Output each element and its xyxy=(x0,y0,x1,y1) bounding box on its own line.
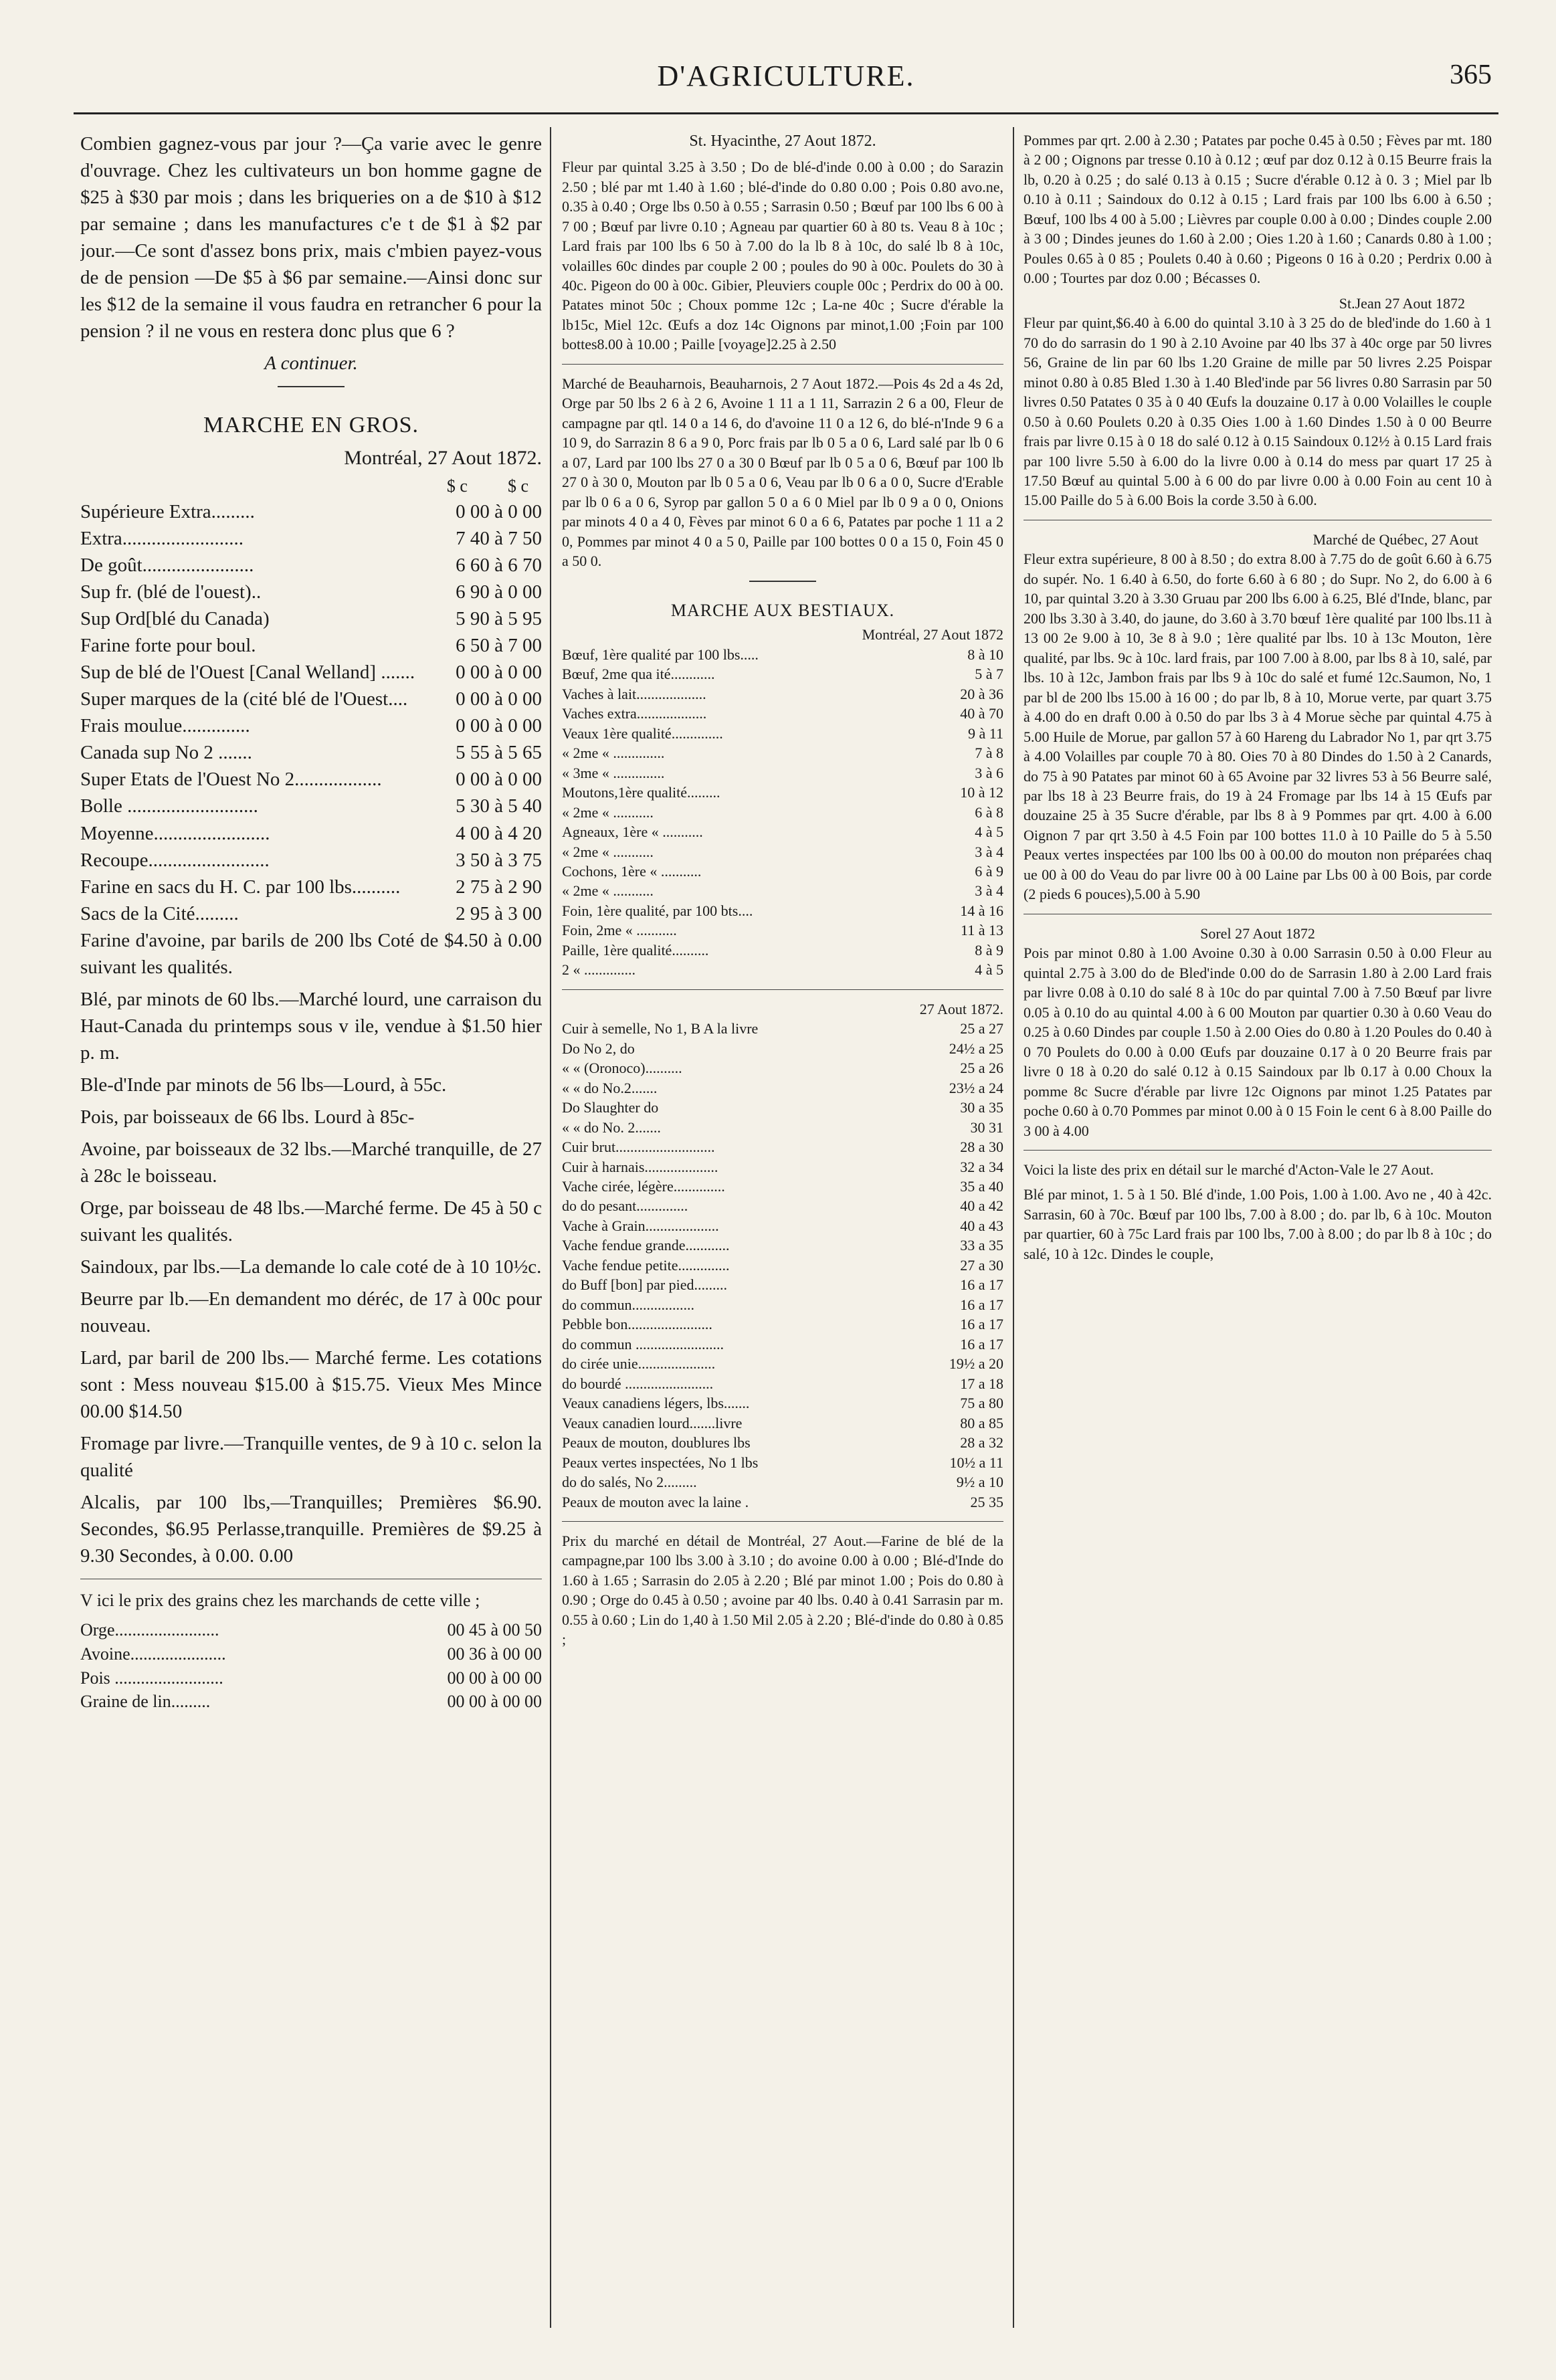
grain-value: 00 00 à 00 00 xyxy=(447,1668,542,1688)
leather-name: do cirée unie..................... xyxy=(562,1355,716,1373)
leather-value: 10½ a 11 xyxy=(949,1454,1003,1471)
cattle-value: 5 à 7 xyxy=(975,666,1003,683)
leather-name: Vache cirée, légère.............. xyxy=(562,1178,725,1195)
price-row xyxy=(80,686,542,712)
grain-row xyxy=(80,1690,542,1714)
flour-price-list xyxy=(80,498,542,926)
leather-row xyxy=(562,1275,1003,1294)
cattle-row xyxy=(562,684,1003,704)
price-name: Canada sup No 2 ....... xyxy=(80,742,252,764)
price-name: Super marques de la (cité blé de l'Ouest.... xyxy=(80,688,408,710)
leather-value: 30 31 xyxy=(970,1118,1003,1136)
grain-value: 00 45 à 00 50 xyxy=(447,1619,542,1640)
leather-row xyxy=(562,1157,1003,1177)
leather-row xyxy=(562,1078,1003,1098)
price-row xyxy=(80,820,542,847)
price-value: 5 90 à 5 95 xyxy=(456,608,542,630)
cattle-name: « 2me « ........... xyxy=(562,882,654,900)
cattle-row xyxy=(562,901,1003,920)
price-name: Sup Ord[blé du Canada) xyxy=(80,608,270,630)
column-3 xyxy=(1024,130,1492,2318)
intro-paragraph: Combien gagnez-vous par jour ?—Ça varie avec le genre d'ouvrage. Chez les cultivateurs un bon homme gagne de $25 à $30 par mois ; dans les briqueries on a de $10 à $12 par semaine ; dans les manufactures c'e t de $1 à $2 par jour.—Ce sont d'assez bons prix, mais c'mbien payez-vous de de pension —De $5 à $6 par semaine.—Ainsi donc sur les $12 de la semaine il vous faudra en retrancher 6 pour la pension ? il ne vous en restera donc plus que 6 ? xyxy=(80,133,542,342)
price-name: Sup fr. (blé de l'ouest).. xyxy=(80,581,262,603)
price-name: Supérieure Extra......... xyxy=(80,501,255,523)
price-value: 4 00 à 4 20 xyxy=(456,822,542,844)
leather-name: Cuir à semelle, No 1, B A la livre xyxy=(562,1020,759,1037)
price-name: Recoupe......................... xyxy=(80,849,270,871)
price-name: Sacs de la Cité......... xyxy=(80,902,239,924)
page-number: 365 xyxy=(1450,60,1492,90)
market-paragraph: Farine d'avoine, par barils de 200 lbs Coté de $4.50 à 0.00 suivant les qualités. xyxy=(80,929,542,978)
price-row xyxy=(80,712,542,739)
unit-label: $ c xyxy=(507,476,528,496)
market-paragraph: Lard, par baril de 200 lbs.— Marché ferme. Les cotations sont : Mess nouveau $15.00 à $15.75. Vieux Mes Mince 00.00 $14.50 xyxy=(80,1347,542,1422)
leather-row xyxy=(562,1058,1003,1078)
grain-row xyxy=(80,1618,542,1642)
leather-row xyxy=(562,1453,1003,1472)
cattle-row xyxy=(562,842,1003,862)
price-name: Farine forte pour boul. xyxy=(80,635,256,657)
price-name: Farine en sacs du H. C. par 100 lbs.......... xyxy=(80,876,401,898)
bestiaux-date: Montréal, 27 Aout 1872 xyxy=(862,626,1003,643)
price-name: Frais moulue.............. xyxy=(80,715,250,737)
cattle-name: Foin, 2me « ........... xyxy=(562,922,677,939)
leather-name: « « (Oronoco).......... xyxy=(562,1060,682,1077)
cattle-value: 8 à 10 xyxy=(967,646,1003,663)
leather-name: Veaux canadiens légers, lbs....... xyxy=(562,1395,750,1412)
price-value: 6 50 à 7 00 xyxy=(456,635,542,657)
cattle-row xyxy=(562,743,1003,763)
cattle-name: Moutons,1ère qualité......... xyxy=(562,784,720,801)
leather-value: 28 a 32 xyxy=(960,1434,1003,1452)
leather-value: 32 a 34 xyxy=(960,1158,1003,1175)
cattle-value: 6 à 8 xyxy=(975,803,1003,821)
cattle-name: Agneaux, 1ère « ........... xyxy=(562,823,703,841)
cattle-value: 3 à 4 xyxy=(975,843,1003,860)
market-paragraph: Alcalis, par 100 lbs,—Tranquilles; Premières $6.90. Secondes, $6.95 Perlasse,tranquille. Premières de $9.25 à 9.30 Secondes, à 0.00. 0.00 xyxy=(80,1491,542,1567)
price-row xyxy=(80,793,542,819)
cattle-value: 3 à 4 xyxy=(975,882,1003,900)
leather-value: 16 a 17 xyxy=(960,1316,1003,1333)
cattle-row xyxy=(562,862,1003,881)
leather-name: Cuir à harnais.................... xyxy=(562,1158,718,1175)
cattle-name: « 3me « .............. xyxy=(562,764,665,781)
leather-value: 35 a 40 xyxy=(960,1178,1003,1195)
price-row xyxy=(80,659,542,686)
grain-name: Graine de lin......... xyxy=(80,1692,211,1712)
price-value: 0 00 à 0 00 xyxy=(456,501,542,523)
price-value: 7 40 à 7 50 xyxy=(456,528,542,550)
price-name: De goût....................... xyxy=(80,555,254,577)
leather-value: 33 a 35 xyxy=(960,1237,1003,1254)
price-row xyxy=(80,874,542,900)
bestiaux-title: MARCHE AUX BESTIAUX. xyxy=(670,600,895,620)
units-row xyxy=(80,474,542,498)
cattle-name: « 2me « .............. xyxy=(562,745,665,762)
leather-name: Vache fendue petite.............. xyxy=(562,1256,730,1274)
price-name: Bolle ........................... xyxy=(80,795,258,817)
leather-row xyxy=(562,1196,1003,1215)
cattle-value: 4 à 5 xyxy=(975,961,1003,979)
cattle-row xyxy=(562,920,1003,940)
price-row xyxy=(80,766,542,793)
stjean-dateline: St.Jean 27 Aout 1872 xyxy=(1339,294,1465,312)
leather-row xyxy=(562,1039,1003,1058)
leather-price-list xyxy=(562,1019,1003,1512)
grain-price-list xyxy=(80,1618,542,1714)
leather-row xyxy=(562,1393,1003,1413)
grain-name: Pois ......................... xyxy=(80,1668,223,1688)
price-value: 0 00 à 0 00 xyxy=(456,769,542,791)
market-paragraph: Beurre par lb.—En demandent mo déréc, de 17 à 00c pour nouveau. xyxy=(80,1288,542,1336)
cattle-row xyxy=(562,645,1003,664)
leather-name: do commun................. xyxy=(562,1296,694,1313)
leather-value: 40 a 43 xyxy=(960,1217,1003,1234)
leather-value: 27 a 30 xyxy=(960,1256,1003,1274)
unit-label: $ c xyxy=(446,476,468,496)
leather-name: « « do No. 2....... xyxy=(562,1118,661,1136)
leather-row xyxy=(562,1098,1003,1117)
price-value: 5 55 à 5 65 xyxy=(456,742,542,764)
leather-row xyxy=(562,1137,1003,1157)
continuer-note: A continuer. xyxy=(264,353,358,375)
market-paragraph: Saindoux, par lbs.—La demande lo cale coté de à 10 10½c. xyxy=(80,1256,542,1278)
cattle-row xyxy=(562,704,1003,723)
section-rule xyxy=(1024,1150,1492,1151)
leather-row xyxy=(562,1256,1003,1275)
leather-value: 25 a 26 xyxy=(960,1060,1003,1077)
section-rule xyxy=(562,1521,1003,1522)
leather-name: Pebble bon....................... xyxy=(562,1316,712,1333)
price-row xyxy=(80,552,542,579)
hyacinthe-dateline: St. Hyacinthe, 27 Aout 1872. xyxy=(689,132,876,150)
leather-name: do bourdé ........................ xyxy=(562,1375,714,1392)
cattle-price-list xyxy=(562,645,1003,980)
price-value: 6 90 à 0 00 xyxy=(456,581,542,603)
cattle-name: Bœuf, 1ère qualité par 100 lbs..... xyxy=(562,646,759,663)
leather-row xyxy=(562,1433,1003,1452)
market-paragraph: Pois, par boisseaux de 66 lbs. Lourd à 85c- xyxy=(80,1106,415,1128)
leather-name: Peaux vertes inspectées, No 1 lbs xyxy=(562,1454,759,1471)
leather-value: 24½ a 25 xyxy=(949,1039,1003,1057)
stjean-prices: Fleur par quint,$6.40 à 6.00 do quintal 3.10 à 3 25 do de bled'inde do 1.60 à 1 70 do do sarrasin do 1 90 à 2.10 Avoine par 40 lbs 37 à 40c orge par 50 livres 56, Graine de lin par 60 lbs 1.20 Graine de mille par 50 livres 2.25 Poispar minot 0.80 à 0.85 Bled 1.30 à 1.40 Bled'inde par 56 livres 0.80 Sarrasin par 50 livres 0.50 Patates 0 35 à 0 40 Œufs la douzaine 0.17 à 0.00 Volailles le couple 0.50 à 0.60 Poulets 0.20 à 0.35 Oies 1.00 à 1.60 Dindes 1.50 à 0 00 Beurre frais par livre 0.15 à 0 18 do salé 0.12 à 0.15 Saindoux 0.12½ à 0.15 Lard frais par 100 livre 5.50 à 6.00 do la livre 0.00 à 0.14 do mess par quart 17 25 à 17.50 Bœuf au quintal 5.00 à 6 00 do par livre 0.00 à 0.00 Foin au cent 10 à 15.00 Paille do 5 à 6.00 Bois la corde 3.50 à 6.00. xyxy=(1024,314,1492,509)
leather-name: Veaux canadien lourd.......livre xyxy=(562,1414,743,1431)
cattle-name: « 2me « ........... xyxy=(562,843,654,860)
leather-row xyxy=(562,1177,1003,1196)
leather-row xyxy=(562,1413,1003,1433)
cattle-value: 11 à 13 xyxy=(961,922,1003,939)
leather-row xyxy=(562,1354,1003,1373)
price-value: 0 00 à 0 00 xyxy=(456,688,542,710)
leather-name: do do pesant.............. xyxy=(562,1197,688,1215)
leather-value: 75 a 80 xyxy=(960,1395,1003,1412)
leather-row xyxy=(562,1334,1003,1354)
section-rule xyxy=(278,386,345,387)
leather-value: 17 a 18 xyxy=(960,1375,1003,1392)
montreal-detail-prices: Prix du marché en détail de Montréal, 27 Aout.—Farine de blé de la campagne,par 100 lbs 3.00 à 3.10 ; do avoine 0.00 à 0.00 ; Blé-d'Inde do 1.60 à 1.65 ; Sarrasin do 2.05 à 2.20 ; Blé par minot 1.00 ; Pois do 0.80 à 0.90 ; Orge do 0.45 à 0.50 ; avoine par 40 lbs. 0.40 à 0.41 Sarrasin par m. 0.55 à 0.60 ; Lin do 1,40 à 1.50 Mil 2.05 à 2.20 ; Blé-d'inde do 0.80 à 0.85 ; xyxy=(562,1532,1003,1648)
market-paragraph: Ble-d'Inde par minots de 56 lbs—Lourd, à 55c. xyxy=(80,1074,447,1096)
leather-value: 25 a 27 xyxy=(960,1020,1003,1037)
leather-row xyxy=(562,1314,1003,1334)
leather-value: 30 a 35 xyxy=(960,1099,1003,1116)
market-paragraph: Orge, par boisseau de 48 lbs.—Marché ferme. De 45 à 50 c suivant les qualités. xyxy=(80,1197,542,1246)
price-name: Extra......................... xyxy=(80,528,244,550)
cattle-value: 8 à 9 xyxy=(975,941,1003,959)
leather-value: 40 a 42 xyxy=(960,1197,1003,1215)
grain-intro: V ici le prix des grains chez les marchands de cette ville ; xyxy=(80,1590,480,1610)
cattle-row xyxy=(562,803,1003,822)
column-divider-1 xyxy=(550,127,551,2328)
market-paragraph: Fromage par livre.—Tranquille ventes, de 9 à 10 c. selon la qualité xyxy=(80,1432,542,1481)
leather-row xyxy=(562,1374,1003,1393)
cattle-name: Bœuf, 2me qua ité............ xyxy=(562,666,715,683)
grain-value: 00 36 à 00 00 xyxy=(447,1644,542,1664)
grain-name: Avoine...................... xyxy=(80,1644,226,1664)
cattle-value: 10 à 12 xyxy=(960,784,1003,801)
price-value: 2 95 à 3 00 xyxy=(456,902,542,924)
cattle-value: 6 à 9 xyxy=(975,862,1003,880)
leather-name: Vache fendue grande............ xyxy=(562,1237,730,1254)
price-name: Sup de blé de l'Ouest [Canal Welland] ....... xyxy=(80,662,415,684)
cattle-name: Paille, 1ère qualité.......... xyxy=(562,941,709,959)
price-row xyxy=(80,579,542,605)
cattle-name: Foin, 1ère qualité, par 100 bts.... xyxy=(562,902,753,919)
cattle-row xyxy=(562,664,1003,684)
cattle-name: 2 « .............. xyxy=(562,961,636,979)
cattle-value: 20 à 36 xyxy=(960,685,1003,702)
cattle-name: Veaux 1ère qualité.............. xyxy=(562,724,723,742)
price-name: Moyenne........................ xyxy=(80,822,270,844)
section-rule xyxy=(749,581,816,582)
market-paragraph: Blé, par minots de 60 lbs.—Marché lourd, une carraison du Haut-Canada du printemps sous v ile, vendue à $1.50 hier p. m. xyxy=(80,988,542,1064)
leather-value: 16 a 17 xyxy=(960,1335,1003,1353)
leather-name: Peaux de mouton avec la laine . xyxy=(562,1493,749,1510)
grain-value: 00 00 à 00 00 xyxy=(447,1692,542,1712)
grain-row xyxy=(80,1642,542,1666)
price-value: 2 75 à 2 90 xyxy=(456,876,542,898)
cattle-row xyxy=(562,960,1003,979)
column-divider-2 xyxy=(1013,127,1014,2328)
leather-name: Do No 2, do xyxy=(562,1039,635,1057)
leather-date: 27 Aout 1872. xyxy=(919,1000,1003,1017)
leather-name: « « do No.2....... xyxy=(562,1079,658,1096)
cattle-row xyxy=(562,822,1003,841)
price-row xyxy=(80,847,542,874)
leather-value: 28 a 30 xyxy=(960,1138,1003,1156)
price-value: 3 50 à 3 75 xyxy=(456,849,542,871)
page-header xyxy=(74,54,1498,114)
cattle-value: 40 à 70 xyxy=(960,705,1003,722)
price-value: 0 00 à 0 00 xyxy=(456,715,542,737)
price-value: 0 00 à 0 00 xyxy=(456,662,542,684)
leather-name: Vache à Grain.................... xyxy=(562,1217,719,1234)
cattle-value: 14 à 16 xyxy=(960,902,1003,919)
grain-name: Orge........................ xyxy=(80,1619,219,1640)
leather-name: do Buff [bon] par pied......... xyxy=(562,1276,728,1294)
leather-row xyxy=(562,1235,1003,1255)
leather-name: Do Slaughter do xyxy=(562,1099,659,1116)
cattle-name: « 2me « ........... xyxy=(562,803,654,821)
column-1 xyxy=(80,130,542,2318)
leather-row xyxy=(562,1019,1003,1038)
price-row xyxy=(80,525,542,552)
section-rule xyxy=(562,364,1003,365)
cattle-name: Cochons, 1ère « ........... xyxy=(562,862,702,880)
sorel-prices: Pois par minot 0.80 à 1.00 Avoine 0.30 à 0.00 Sarrasin 0.50 à 0.00 Fleur au quintal 2.75 à 3.00 do de Bled'inde 0.00 do de Sarrasin 1.80 à 2.00 Lard frais par livre 0.08 à 0.10 do salé 8 à 10c do par quintal 7.00 à 7.50 Bœuf par livre 0.05 à 0.10 do au quintal 4.00 à 6 00 Mouton par quartier 0.30 à 0.60 Veau do 0.25 à 0.60 Dindes par couple 1.50 à 2.00 Oies do 0.80 à 1.20 Poules do 0.40 à 0 70 Poulets do 0.00 à 0.00 Œufs par douzaine 0.17 à 0 20 Beurre frais par livre 0 18 à 0.20 do salé 0.12 à 0.15 Saindoux par lb 0.17 à 0.00 Choux la pomme 8c Sucre d'érable par livre 12c Oignons par minot 1.25 Patates par poche 0.60 à 0.70 Pommes par minot 0.00 à 0 15 Foin le cent 6 à 8.00 Paille do 3 00 à 4.00 xyxy=(1024,945,1492,1139)
price-value: 5 30 à 5 40 xyxy=(456,795,542,817)
cattle-row xyxy=(562,783,1003,802)
grain-row xyxy=(80,1666,542,1690)
leather-name: do commun ........................ xyxy=(562,1335,724,1353)
leather-row xyxy=(562,1295,1003,1314)
page-title: D'AGRICULTURE. xyxy=(657,60,915,92)
leather-value: 16 a 17 xyxy=(960,1296,1003,1313)
cattle-value: 9 à 11 xyxy=(968,724,1003,742)
market-paragraph: Avoine, par boisseaux de 32 lbs.—Marché tranquille, de 27 à 28c le boisseau. xyxy=(80,1138,542,1187)
quebec-prices: Fleur extra supérieure, 8 00 à 8.50 ; do extra 8.00 à 7.75 do de goût 6.60 à 6.75 do supér. No. 1 6.40 à 6.50, do forte 6.60 à 6 80 ; do Supr. No 2, do 6.00 à 6 10, par quintal 3.20 à 3.30 Gruau par 200 lbs 6.00 à 6.25, Blé d'Inde, blanc, par 200 lbs 3.30 à 3.40, do jaune, do 3.60 à 3.70 bœuf 1ère qualité par 100 lbs.11 à 13 00 2e 9.00 à 10, 3e 8 à 9.0 ; 1ère qualité par lbs. 10 à 13c Mouton, 1ère qualité, par lbs. 9c à 10c. lard frais, par 100 7.00 à 8.00, par lbs 8 à 10, salé, par lbs. 10 à 12c, Jambon frais par lbs 9 à 10c do salé et fumé 12c.Saumon, No, 1 par bl de 200 lbs 15.00 à 16 00 ; do par lb, 8 à 10, Morue verte, par quart 3.75 à 4.00 do en draft 0.00 à 0.50 do par lbs 3 à 4 Morue sèche par quintal 4.75 à 5.00 Huile de Morue, par gallon 57 à 60 Hareng du Labrador No 1, par qrt 3.75 à 4.00 Volailles par couple 70 à 80. Oies 70 à 80 Dindes do 1.50 à 2 Canards, do 75 à 90 Patates par minot 60 à 65 Avoine par 32 livres 53 à 56 Beurre salé, par lbs 18 à 23 Beurre frais, do 19 à 24 Fromage par lbs 14 à 15 Œufs par douzaine 25 à 35 Sucre d'érable, par lbs 8 à 9 Pommes par qrt. 4.00 à 6.00 Oignon 7 par qrt 3.50 à 4.5 Foin par 100 bottes 11.0 à 10 Paille do 5 à 5.50 Peaux vertes inspectées par 100 lbs 00 à 00.00 do mouton non préparées chaq ue 00 à 00 do Veau do par livre 00 à 00 Laine par Lbs 00 à 00 Bois, par corde (2 pieds 6 pouces),5.00 à 5.90 xyxy=(1024,551,1492,903)
leather-row xyxy=(562,1118,1003,1137)
cattle-name: Vaches extra................... xyxy=(562,705,707,722)
price-value: 6 60 à 6 70 xyxy=(456,555,542,577)
leather-value: 25 35 xyxy=(970,1493,1003,1510)
leather-row xyxy=(562,1472,1003,1492)
leather-row xyxy=(562,1492,1003,1512)
price-row xyxy=(80,632,542,659)
leather-value: 23½ a 24 xyxy=(949,1079,1003,1096)
leather-value: 19½ a 20 xyxy=(949,1355,1003,1373)
cattle-value: 4 à 5 xyxy=(975,823,1003,841)
beauharnois-prices: Marché de Beauharnois, Beauharnois, 2 7 Aout 1872.—Pois 4s 2d a 4s 2d, Orge par 50 lbs 2 6 à 2 6, Avoine 1 11 a 1 11, Sarrazin 2 6 a 00, Fleur de campagne par qtl. 14 0 a 14 6, do d'avoine 11 0 a 12 6, do blé-n'Inde 9 6 a 10 9, do Sarrazin 8 6 a 9 0, Porc frais par lb 0 5 a 0 6, Lard salé par lb 0 6 a 07, Lard par 100 lbs 27 0 a 30 0 Bœuf par lb 0 5 a 0 6, Bœuf par 100 lb 27 0 à 30 0, Mouton par lb 0 5 a 0 6, Veau par lb 0 6 a 0 0, Sucre d'Erable par lb 0 6 a 0 6, Syrop par gallon 5 0 a 6 0 Miel par lb 0 9 a 0 0, Onions par minots 4 0 a 4 0, Fèves par minot 6 0 a 6 6, Patates par poche 1 11 a 2 0, Pommes par minot 4 0 a 5 0, Paille par 100 bottes 0 0 a 15 0, Foin 45 0 a 50 0. xyxy=(562,375,1003,570)
leather-name: do do salés, No 2......... xyxy=(562,1474,697,1491)
column-2 xyxy=(562,130,1003,2318)
leather-value: 9½ a 10 xyxy=(956,1474,1003,1491)
cattle-name: Vaches à lait................... xyxy=(562,685,706,702)
cattle-row xyxy=(562,763,1003,783)
continued-prices: Pommes par qrt. 2.00 à 2.30 ; Patates par poche 0.45 à 0.50 ; Fèves par mt. 180 à 2 00 ; Oignons par tresse 0.10 à 0.12 ; œuf par doz 0.12 à 0.15 Beurre frais la lb, 0.20 à 0.25 ; do salé 0.13 à 0.15 ; Sucre d'érable 0.12 à 0. 3 ; Miel par lb 0.10 à 0.11 ; Saindoux do 0.12 à 0.15 ; Lard frais par 100 lbs 6.00 à 6.50 ; Bœuf, 100 lbs 4 00 à 5.00 ; Lièvres par couple 0.00 à 0.00 ; Dindes couple 2.00 à 3 00 ; Dindes jeunes do 1.60 à 2.00 ; Oies 1.20 à 1.60 ; Canards 0.80 à 1.00 ; Poules 0.65 à 0 85 ; Poulets 0.40 à 0.60 ; Pigeons 0 16 à 0.20 ; Perdrix 0.00 à 0.00 ; Tourtes par doz 0.00 ; Bécasses 0. xyxy=(1024,132,1492,287)
leather-row xyxy=(562,1216,1003,1235)
cattle-row xyxy=(562,724,1003,743)
quebec-dateline: Marché de Québec, 27 Aout xyxy=(1312,530,1478,548)
leather-value: 80 a 85 xyxy=(960,1414,1003,1431)
cattle-row xyxy=(562,940,1003,960)
cattle-value: 7 à 8 xyxy=(975,745,1003,762)
acton-prices: Blé par minot, 1. 5 à 1 50. Blé d'inde, 1.00 Pois, 1.00 à 1.00. Avo ne , 40 à 42c. Sarrasin, 60 à 70c. Bœuf par 100 lbs, 7.00 à 8.00 ; do. par lb, 6 à 10c. Mouton par quartier, 60 à 75c Lard frais par 100 lbs, 7.00 à 8.00 ; do par lb 8 à 10c ; do salé, 10 à 12c. Dindes le couple, xyxy=(1024,1186,1492,1262)
cattle-row xyxy=(562,881,1003,900)
acton-intro: Voici la liste des prix en détail sur le marché d'Acton-Vale le 27 Aout. xyxy=(1024,1161,1434,1178)
price-row xyxy=(80,739,542,766)
market-gros-date: Montréal, 27 Aout 1872. xyxy=(344,447,542,470)
leather-name: Peaux de mouton, doublures lbs xyxy=(562,1434,751,1452)
section-rule xyxy=(562,989,1003,990)
price-row xyxy=(80,498,542,525)
market-gros-title: MARCHE EN GROS. xyxy=(203,413,419,438)
leather-value: 16 a 17 xyxy=(960,1276,1003,1294)
price-row xyxy=(80,605,542,632)
header-rule xyxy=(74,112,1498,114)
hyacinthe-prices: Fleur par quintal 3.25 à 3.50 ; Do de blé-d'inde 0.00 à 0.00 ; do Sarazin 2.50 ; blé par mt 1.40 à 1.60 ; blé-d'inde do 0.80 0.00 ; Pois 0.80 avo.ne, 0.35 à 0.40 ; Orge lbs 0.50 à 0.55 ; Sarrasin 0.50 ; Bœuf par 100 lbs 6 00 à 7 00 ; Bœuf par livre 0.10 ; Agneau par quartier 60 à 80 ts. Veau 8 à 10c ; Lard frais par 100 lbs 6 50 à 7.00 do la lb 8 à 10c, do salé lb 8 à 10c, volailles 60c dindes par couple 2 00 ; poules do 90 à 00c. Poulets do 30 à 40c. Pigeon do 00 à 00c. Gibier, Pleuviers couple 00c ; Perdrix do 00 à 00. Patates minot 50c ; Choux pomme 12c ; La-ne 40c ; Sucre d'érable la lb15c, Miel 12c. Œufs a doz 14c Oignons par minot,1.00 ;Foin par 100 bottes8.00 à 10.00 ; Paille [voyage]2.25 à 2.50 xyxy=(562,159,1003,353)
price-row xyxy=(80,900,542,927)
cattle-value: 3 à 6 xyxy=(975,764,1003,781)
sorel-dateline: Sorel 27 Aout 1872 xyxy=(1200,924,1315,942)
leather-name: Cuir brut........................... xyxy=(562,1138,715,1156)
price-name: Super Etats de l'Ouest No 2.................. xyxy=(80,769,382,791)
